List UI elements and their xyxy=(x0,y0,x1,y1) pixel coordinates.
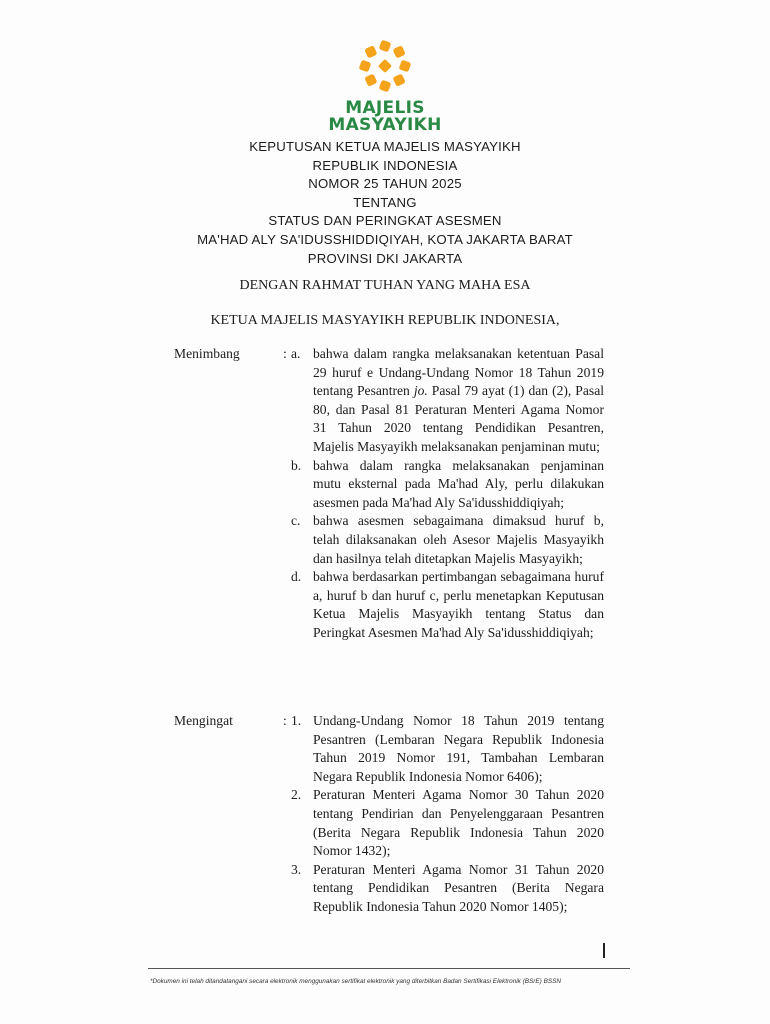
item-text-part: Pasal 79 ayat (1) dan (2), Pasal 80, dan Pasal 81 Peraturan Menteri Agama Nomor 31 Tahun 2020 tentang Pendidikan Pesantren, Majelis Masyayikh melaksanakan penjaminan mutu; xyxy=(313,383,604,454)
menimbang-label: Menimbang xyxy=(174,346,240,361)
item-marker: a. xyxy=(291,346,301,361)
title-line: PROVINSI DKI JAKARTA xyxy=(307,250,463,266)
invocation-text: DENGAN RAHMAT TUHAN YANG MAHA ESA xyxy=(239,278,531,293)
logo-text-line2: MASYAYIKH xyxy=(328,115,442,135)
title-line: NOMOR 25 TAHUN 2025 xyxy=(308,176,462,192)
section-colon: : xyxy=(283,713,287,728)
logo-text-line1: MAJELIS xyxy=(345,98,425,118)
section-colon: : xyxy=(283,346,287,361)
title-line: STATUS DAN PERINGKAT ASESMEN xyxy=(268,213,502,229)
page-continuation-mark xyxy=(603,943,605,958)
list-item xyxy=(291,345,604,457)
item-marker: c. xyxy=(291,513,301,529)
footer-divider xyxy=(148,968,630,969)
mengingat-list xyxy=(291,712,604,917)
title-line: MA'HAD ALY SA'IDUSSHIDDIQIYAH, KOTA JAKARTA BARAT xyxy=(197,231,573,247)
item-text: bahwa dalam rangka melaksanakan penjaminan mutu eksternal pada Ma'had Aly, perlu dilakukan asesmen pada Ma'had Aly Sa'idusshiddiqiyah; xyxy=(313,457,604,510)
title-line: REPUBLIK INDONESIA xyxy=(312,157,458,173)
item-text-part: bahwa dalam rangka melaksanakan ketentuan Pasal 29 huruf e Undang-Undang Nomor 18 Tahun 2019 tentang Pesantren xyxy=(313,346,604,399)
item-marker: 3. xyxy=(291,861,302,877)
list-item xyxy=(291,712,604,786)
flower-emblem-icon xyxy=(357,38,413,94)
item-text: Peraturan Menteri Agama Nomor 30 Tahun 2020 tentang Pendirian dan Penyelenggaraan Pesantren (Berita Negara Republik Indonesia Tahun 2020 Nomor 1432); xyxy=(313,787,604,859)
item-marker: 1. xyxy=(291,713,302,728)
item-marker: d. xyxy=(291,569,302,585)
list-item xyxy=(291,861,604,917)
item-marker: b. xyxy=(291,457,302,473)
document-title xyxy=(0,138,770,268)
item-text: bahwa berdasarkan pertimbangan sebagaimana huruf a, huruf b dan huruf c, perlu menetapkan Keputusan Ketua Majelis Masyayikh tentang Status dan Peringkat Asesmen Ma'had Aly Sa'idusshiddiqiyah; xyxy=(313,569,604,640)
title-line: TENTANG xyxy=(353,194,417,210)
list-item xyxy=(291,457,604,513)
list-item xyxy=(291,568,604,642)
item-text-italic: jo. xyxy=(413,383,428,399)
item-text: Peraturan Menteri Agama Nomor 31 Tahun 2020 tentang Pendidikan Pesantren (Berita Negara Republik Indonesia Tahun 2020 Nomor 1405); xyxy=(313,861,604,914)
menimbang-list xyxy=(291,345,604,643)
item-marker: 2. xyxy=(291,787,302,803)
list-item xyxy=(291,512,604,568)
majelis-masyayikh-logo xyxy=(0,38,770,134)
item-text: Undang-Undang Nomor 18 Tahun 2019 tentang Pesantren (Lembaran Negara Republik Indonesia Tahun 2019 Nomor 191, Tambahan Lembaran Negara Republik Indonesia Nomor 6406); xyxy=(313,713,604,784)
item-text xyxy=(313,345,604,457)
authority-text: KETUA MAJELIS MASYAYIKH REPUBLIK INDONESIA, xyxy=(210,313,560,328)
list-item xyxy=(291,786,604,860)
mengingat-label: Mengingat xyxy=(174,713,233,728)
title-line: KEPUTUSAN KETUA MAJELIS MASYAYIKH xyxy=(249,139,521,154)
e-signature-footnote: *Dokumen ini telah ditandatangani secara elektronik menggunakan sertifikat elektronik yang diterbitkan Badan Sertifikasi Elektronik (BSrE) BSSN xyxy=(150,978,561,985)
item-text: bahwa asesmen sebagaimana dimaksud huruf b, telah dilaksanakan oleh Asesor Majelis Masyayikh dan hasilnya telah ditetapkan Majelis Masyayikh; xyxy=(313,513,604,566)
